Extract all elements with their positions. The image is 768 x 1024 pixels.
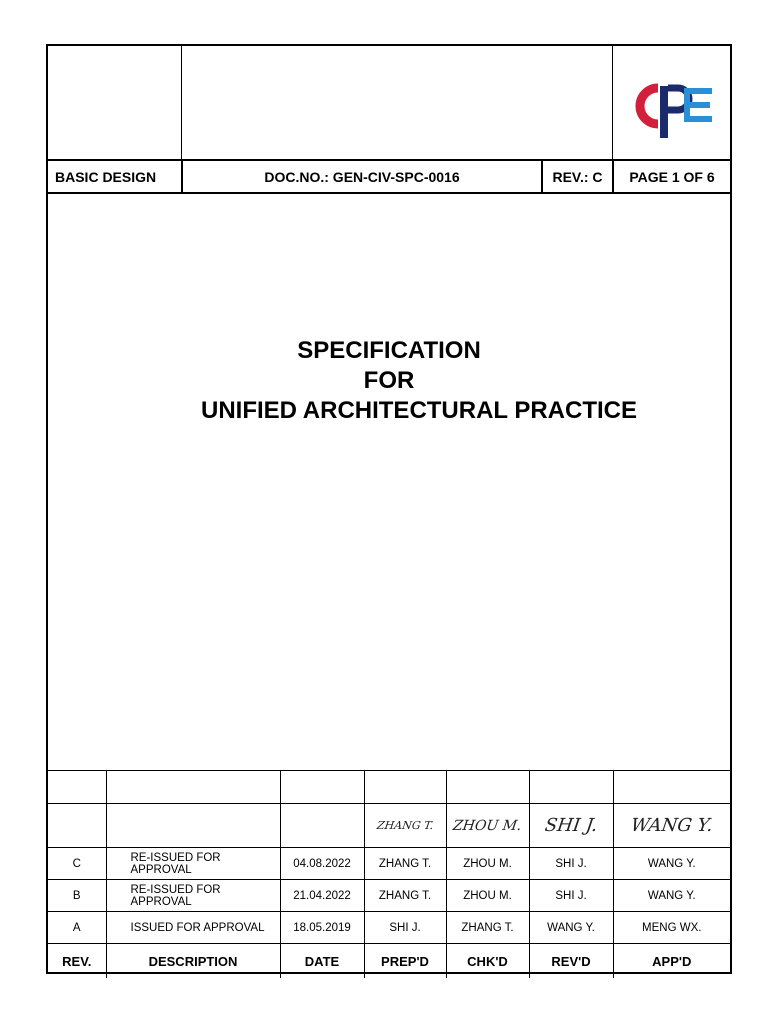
header-divider	[181, 46, 182, 159]
document-sheet	[46, 44, 732, 974]
column-header-revd: REV'D	[529, 944, 613, 979]
column-header-prepd: PREP'D	[364, 944, 446, 979]
design-phase: BASIC DESIGN	[55, 168, 157, 185]
table-row-blank	[48, 771, 730, 804]
table-row: C RE-ISSUED FOR APPROVAL 04.08.2022 ZHANG T. ZHOU M. SHI J. WANG Y.	[48, 848, 730, 880]
title-line-2: FOR	[363, 367, 415, 394]
title-line-3: UNIFIED ARCHITECTURAL PRACTICE	[201, 397, 637, 424]
page-number: PAGE 1 OF 6	[612, 161, 730, 192]
signature-chkd: ZHOU M.	[446, 804, 529, 848]
column-header-description: DESCRIPTION	[106, 944, 280, 979]
table-row: B RE-ISSUED FOR APPROVAL 21.04.2022 ZHANG T. ZHOU M. SHI J. WANG Y.	[48, 880, 730, 912]
header-top	[48, 46, 730, 159]
header-info-row	[48, 161, 730, 194]
column-header-rev: REV.	[48, 944, 106, 979]
column-header-chkd: CHK'D	[446, 944, 529, 979]
signature-prepd: ZHANG T.	[364, 804, 446, 848]
signature-row	[48, 804, 730, 848]
table-row: A ISSUED FOR APPROVAL 18.05.2019 SHI J. ZHANG T. WANG Y. MENG WX.	[48, 912, 730, 944]
company-logo	[632, 80, 716, 138]
title-line-1: SPECIFICATION	[297, 337, 481, 364]
signature-revd: SHI J.	[529, 804, 613, 848]
signature-appd: WANG Y.	[613, 804, 730, 848]
column-header-appd: APP'D	[613, 944, 730, 979]
document-number: DOC.NO.: GEN-CIV-SPC-0016	[181, 161, 541, 192]
document-title	[48, 336, 730, 426]
revision-label: REV.: C	[541, 161, 612, 192]
column-header-date: DATE	[280, 944, 364, 979]
table-header-row	[48, 944, 730, 979]
revision-table	[48, 770, 730, 978]
header-divider	[612, 46, 613, 159]
